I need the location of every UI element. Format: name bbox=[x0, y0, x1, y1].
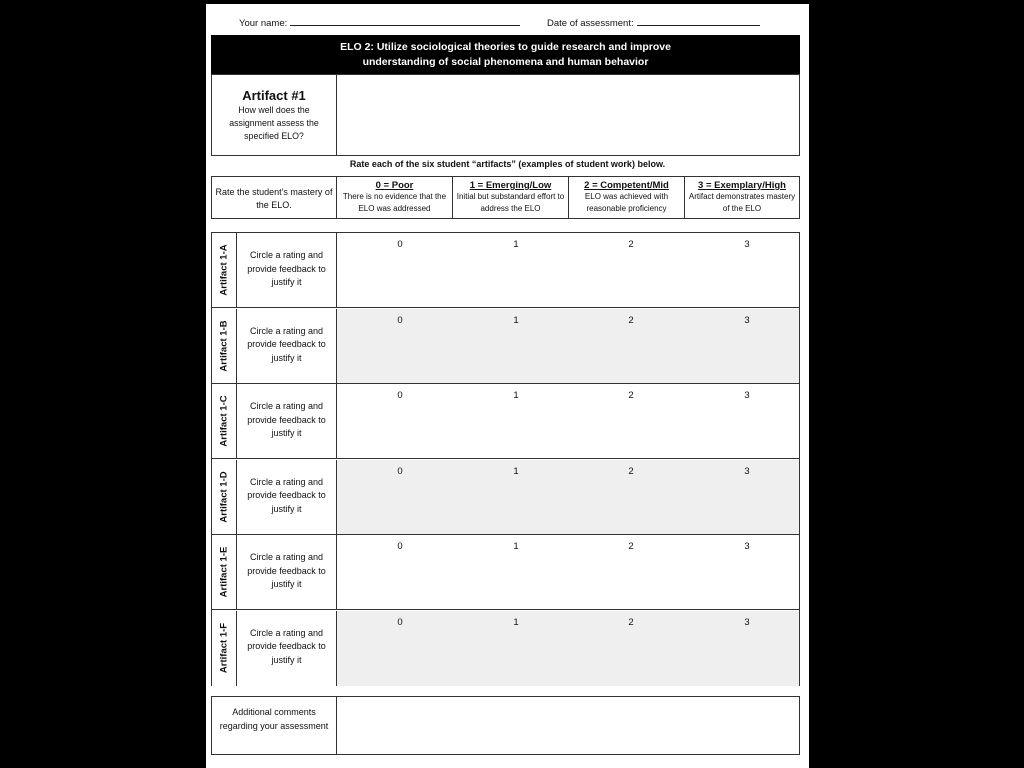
scale-level-heading: 2 = Competent/Mid bbox=[584, 180, 669, 191]
rating-option-3[interactable]: 3 bbox=[744, 616, 750, 628]
rating-option-3[interactable]: 3 bbox=[744, 541, 750, 552]
rating-option-3[interactable]: 3 bbox=[744, 465, 750, 477]
artifact-question-block bbox=[211, 74, 800, 156]
artifact-row-label-cell bbox=[212, 460, 237, 534]
scale-level-description: Initial but substandard effort to address the ELO bbox=[456, 192, 565, 213]
artifact-row-1f bbox=[212, 611, 799, 686]
rating-option-0[interactable]: 0 bbox=[397, 390, 403, 401]
artifact-row-instruction: Circle a rating and provide feedback to justify it bbox=[237, 233, 337, 307]
rating-option-1[interactable]: 1 bbox=[513, 239, 519, 250]
artifact-row-instruction: Circle a rating and provide feedback to justify it bbox=[237, 309, 337, 383]
scale-level-description: Artifact demonstrates mastery of the ELO bbox=[688, 192, 796, 213]
rating-option-3[interactable]: 3 bbox=[744, 239, 750, 250]
scale-level-heading: 1 = Emerging/Low bbox=[469, 180, 552, 191]
artifact-row-label-cell bbox=[212, 384, 237, 458]
artifact-answer-area[interactable] bbox=[338, 75, 799, 155]
rating-instruction: Rate each of the six student “artifacts” (examples of student work) below. bbox=[349, 159, 666, 169]
name-label: Your name: bbox=[239, 18, 288, 29]
artifact-row-label: Artifact 1-C bbox=[218, 395, 230, 447]
artifact-row-instruction: Circle a rating and provide feedback to justify it bbox=[237, 535, 337, 609]
rating-option-2[interactable]: 2 bbox=[628, 314, 634, 326]
rating-option-1[interactable]: 1 bbox=[513, 541, 519, 552]
comments-answer-area[interactable] bbox=[338, 697, 799, 754]
artifact-row-label: Artifact 1-A bbox=[218, 244, 230, 296]
rating-option-0[interactable]: 0 bbox=[397, 541, 403, 552]
rating-option-0[interactable]: 0 bbox=[397, 616, 403, 628]
artifact-row-label: Artifact 1-F bbox=[218, 622, 230, 674]
rating-option-2[interactable]: 2 bbox=[628, 616, 634, 628]
artifact-row-label-cell bbox=[212, 233, 237, 307]
artifact-question: How well does the assignment assess the specified ELO? bbox=[229, 105, 319, 141]
elo-line-2: understanding of social phenomena and human behavior bbox=[362, 56, 649, 68]
date-label: Date of assessment: bbox=[547, 18, 634, 29]
rating-option-0[interactable]: 0 bbox=[397, 465, 403, 477]
name-field-group bbox=[239, 16, 520, 29]
artifact-row-label: Artifact 1-E bbox=[218, 546, 230, 598]
elo-line-1: ELO 2: Utilize sociological theories to guide research and improve bbox=[340, 41, 671, 53]
date-field-group bbox=[547, 16, 760, 29]
scale-level-0 bbox=[337, 177, 453, 218]
scale-row-label: Rate the student’s mastery of the ELO. bbox=[212, 177, 337, 218]
artifact-title: Artifact #1 bbox=[242, 88, 306, 103]
elo-header-banner bbox=[211, 35, 800, 74]
artifact-row-label-cell bbox=[212, 535, 237, 609]
scale-level-description: ELO was achieved with reasonable proficiency bbox=[584, 192, 669, 213]
assessment-form-page bbox=[206, 4, 809, 768]
scale-level-1 bbox=[453, 177, 569, 218]
artifact-row-1a bbox=[212, 233, 799, 308]
rating-scale-table bbox=[211, 176, 800, 219]
rating-option-2[interactable]: 2 bbox=[628, 541, 634, 552]
additional-comments-block bbox=[211, 696, 800, 755]
artifact-row-label-cell bbox=[212, 611, 237, 686]
rating-option-2[interactable]: 2 bbox=[628, 239, 634, 250]
artifact-row-instruction: Circle a rating and provide feedback to justify it bbox=[237, 460, 337, 534]
artifact-row-instruction: Circle a rating and provide feedback to justify it bbox=[237, 611, 337, 686]
rating-option-0[interactable]: 0 bbox=[397, 239, 403, 250]
scale-level-2 bbox=[569, 177, 685, 218]
rating-option-2[interactable]: 2 bbox=[628, 465, 634, 477]
artifact-row-1e bbox=[212, 535, 799, 610]
rating-option-3[interactable]: 3 bbox=[744, 390, 750, 401]
rating-option-1[interactable]: 1 bbox=[513, 465, 519, 477]
artifact-row-label: Artifact 1-D bbox=[218, 470, 230, 523]
comments-label: Additional comments regarding your assessment bbox=[212, 697, 337, 754]
rating-option-1[interactable]: 1 bbox=[513, 314, 519, 326]
artifact-row-instruction: Circle a rating and provide feedback to justify it bbox=[237, 384, 337, 458]
rating-option-3[interactable]: 3 bbox=[744, 314, 750, 326]
scale-level-description: There is no evidence that the ELO was addressed bbox=[342, 192, 447, 213]
header-line bbox=[206, 16, 809, 32]
artifact-row-1c bbox=[212, 384, 799, 459]
artifact-question-label-cell bbox=[212, 75, 337, 155]
artifact-row-label-cell bbox=[212, 309, 237, 383]
artifact-rating-table bbox=[211, 232, 800, 686]
rating-option-0[interactable]: 0 bbox=[397, 314, 403, 326]
artifact-row-1d bbox=[212, 460, 799, 535]
artifact-row-label: Artifact 1-B bbox=[218, 319, 230, 372]
artifact-row-1b bbox=[212, 309, 799, 384]
scale-level-heading: 3 = Exemplary/High bbox=[698, 180, 786, 191]
rating-option-1[interactable]: 1 bbox=[513, 390, 519, 401]
name-blank-line[interactable] bbox=[290, 16, 520, 26]
rating-option-1[interactable]: 1 bbox=[513, 616, 519, 628]
date-blank-line[interactable] bbox=[637, 16, 760, 26]
scale-level-heading: 0 = Poor bbox=[375, 180, 414, 191]
rating-option-2[interactable]: 2 bbox=[628, 390, 634, 401]
scale-level-3 bbox=[685, 177, 799, 218]
